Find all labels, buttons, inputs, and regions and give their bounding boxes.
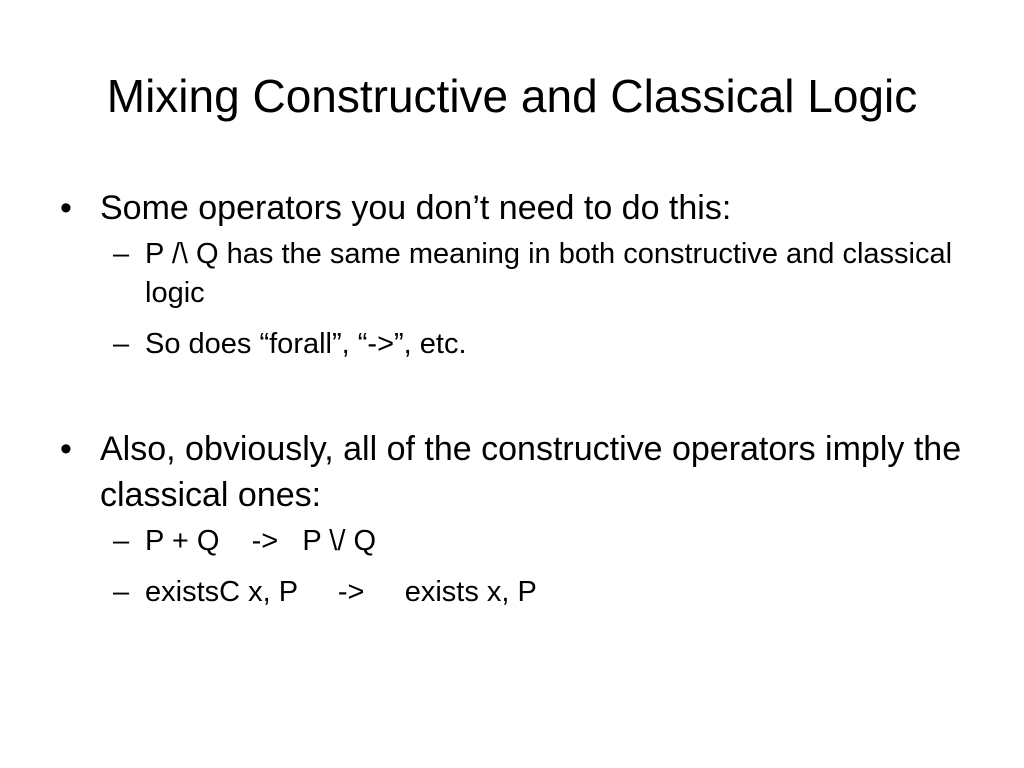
slide-body: [60, 185, 980, 612]
dash-marker-icon: –: [113, 238, 130, 270]
bullet-marker-icon: •: [60, 189, 72, 227]
dash-marker-icon: –: [113, 328, 130, 360]
sub-bullet-item: [60, 573, 980, 612]
slide-title: Mixing Constructive and Classical Logic: [106, 70, 918, 122]
bullet-item: [60, 426, 980, 518]
bullet-text: Also, obviously, all of the constructive operators imply the classical ones:: [100, 430, 962, 514]
bullet-item: [60, 185, 980, 231]
sub-bullet-text: P + Q -> P \/ Q: [145, 525, 377, 557]
bullet-marker-icon: •: [60, 430, 72, 468]
bullet-text: Some operators you don’t need to do this:: [100, 189, 732, 227]
sub-bullet-text: P /\ Q has the same meaning in both constructive and classical logic: [145, 238, 953, 309]
dash-marker-icon: –: [113, 576, 130, 608]
sub-bullet-item: [60, 235, 980, 313]
sub-bullet-item: [60, 522, 980, 561]
sub-bullet-text: existsC x, P -> exists x, P: [145, 576, 537, 608]
sub-bullet-text: So does “forall”, “->”, etc.: [145, 328, 467, 360]
dash-marker-icon: –: [113, 525, 130, 557]
sub-bullet-item: [60, 325, 980, 364]
